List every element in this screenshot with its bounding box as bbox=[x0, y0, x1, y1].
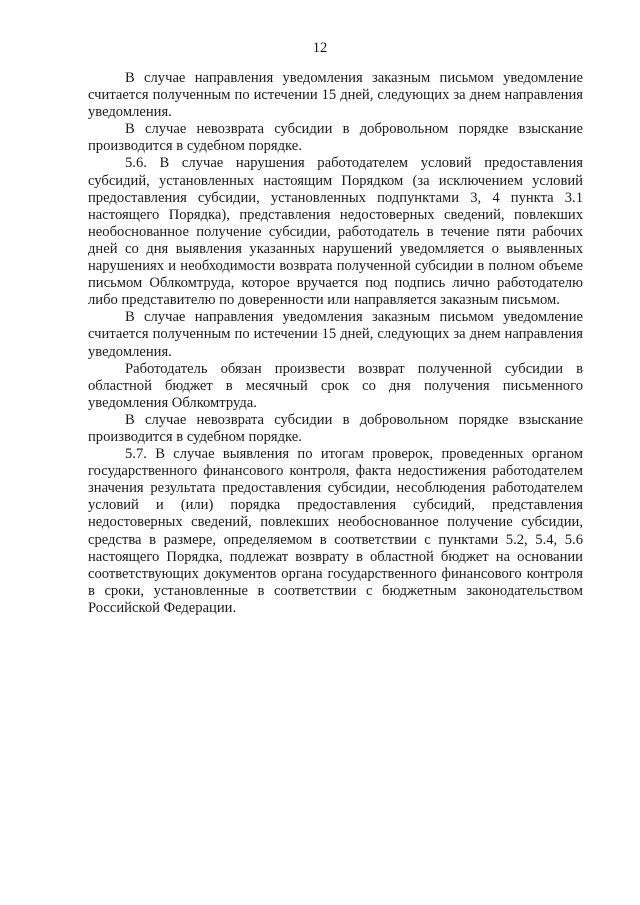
paragraph-clause-5-6: 5.6. В случае нарушения работодателем условий предоставления субсидий, установленных настоящим Порядком (за исключением условий предоставления субсидии, установленных подпунктами 3, 4 пункта 3.1 настоящего Порядка), представления недостоверных сведений, повлекших необоснованное получение субсидии, работодатель в течение пяти рабочих дней со дня выявления указанных нарушений уведомляется о выявленных нарушениях и необходимости возврата полученной субсидии в полном объеме письмом Облкомтруда, которое вручается под подпись лично работодателю либо представителю по доверенности или направляется заказным письмом. bbox=[88, 155, 583, 309]
paragraph-judicial-recovery-1: В случае невозврата субсидии в добровольном порядке взыскание производится в судебном порядке. bbox=[88, 121, 583, 155]
document-body bbox=[88, 70, 583, 617]
paragraph-notice-registered-mail-1: В случае направления уведомления заказным письмом уведомление считается полученным по истечении 15 дней, следующих за днем направления уведомления. bbox=[88, 70, 583, 121]
paragraph-return-obligation: Работодатель обязан произвести возврат полученной субсидии в областной бюджет в месячный срок со дня получения письменного уведомления Облкомтруда. bbox=[88, 360, 583, 411]
paragraph-clause-5-7: 5.7. В случае выявления по итогам проверок, проведенных органом государственного финансового контроля, факта недостижения работодателем значения результата предоставления субсидии, несоблюдения работодателем условий и (или) порядка предоставления субсидий, представления недостоверных сведений, повлекших необоснованное получение субсидии, средства в размере, определяемом в соответствии с пунктами 5.2, 5.4, 5.6 настоящего Порядка, подлежат возврату в областной бюджет на основании соответствующих документов органа государственного финансового контроля в сроки, установленные в соответствии с бюджетным законодательством Российской Федерации. bbox=[88, 446, 583, 616]
paragraph-notice-registered-mail-2: В случае направления уведомления заказным письмом уведомление считается полученным по истечении 15 дней, следующих за днем направления уведомления. bbox=[88, 309, 583, 360]
page-number: 12 bbox=[312, 40, 328, 56]
paragraph-judicial-recovery-2: В случае невозврата субсидии в добровольном порядке взыскание производится в судебном порядке. bbox=[88, 411, 583, 445]
